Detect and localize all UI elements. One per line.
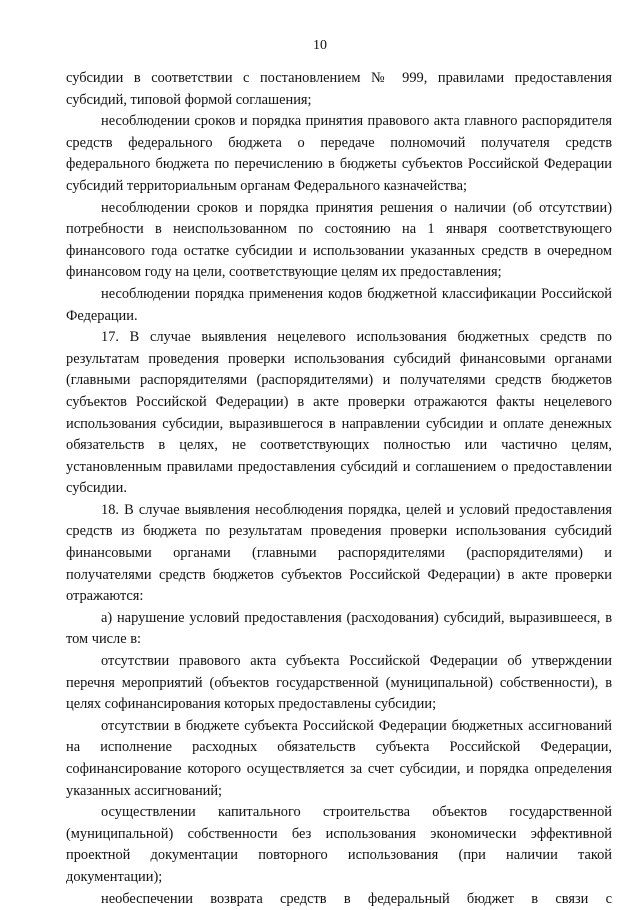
paragraph-budget-codes: несоблюдении порядка применения кодов бюджетной классификации Российской Федерации. bbox=[66, 285, 612, 324]
paragraph-missing-allocations: отсутствии в бюджете субъекта Российской Федерации бюджетных ассигнований на исполнение расходных обязательств субъекта Российской Федерации, софинансирование которого осуществляется за счет субсидии, и порядка определения указанных ассигнований; bbox=[66, 717, 612, 799]
paragraph-subitem-a: а) нарушение условий предоставления (расходования) субсидий, выразившееся, в том числе в: bbox=[66, 609, 612, 648]
paragraph-missing-legal-act: отсутствии правового акта субъекта Российской Федерации об утверждении перечня мероприятий (объектов государственной (муниципальной) собственности), в целях софинансирования которых предоставлены субсидии; bbox=[66, 653, 612, 713]
paragraph-return-of-funds: необеспечении возврата средств в федеральный бюджет в связи с bbox=[101, 890, 612, 907]
paragraph-capital-construction: осуществлении капитального строительства объектов государственной (муниципальной) собственности без использования экономически эффективной проектной документации повторного использования (при наличии такой документации); bbox=[66, 804, 612, 885]
paragraph-unused-balance: несоблюдении сроков и порядка принятия решения о наличии (об отсутствии) потребности в неиспользованном по состоянию на 1 января соответствующего финансового года остатке субсидии и использовании указанных средств в очередном финансовом году на цели, соответствующие целям их предоставления; bbox=[66, 199, 612, 281]
paragraph-item-18: 18. В случае выявления несоблюдения порядка, целей и условий предоставления средств из бюджета по результатам проведения проверки использования субсидий финансовыми органами (главными распорядителями (распорядителями) и получателями средств бюджетов субъектов Российской Федерации) в акте проверки отражаются: bbox=[66, 501, 612, 605]
page-number: 10 bbox=[313, 38, 327, 53]
paragraph-item-17: 17. В случае выявления нецелевого использования бюджетных средств по результатам проведения проверки использования субсидий финансовыми органами (главными распорядителями (распорядителями) и получателями средств бюджетов субъектов Российской Федерации) в акте проверки отражаются факты нецелевого использования субсидии, выразившегося в направлении субсидии и оплате денежных обязательств в целях, не соответствующих полностью или частично целям, установленным правилами предоставления субсидий и соглашением о предоставлении субсидии. bbox=[66, 329, 612, 497]
document-body bbox=[66, 68, 612, 910]
paragraph-deadline-delegation: несоблюдении сроков и порядка принятия правового акта главного распорядителя средств федерального бюджета о передаче полномочий получателя средств федерального бюджета по перечислению в бюджеты субъектов Российской Федерации субсидий территориальным органам Федерального казначейства; bbox=[66, 113, 612, 194]
paragraph-continuation: субсидии в соответствии с постановлением № 999, правилами предоставления субсидий, типовой формой соглашения; bbox=[66, 70, 612, 108]
